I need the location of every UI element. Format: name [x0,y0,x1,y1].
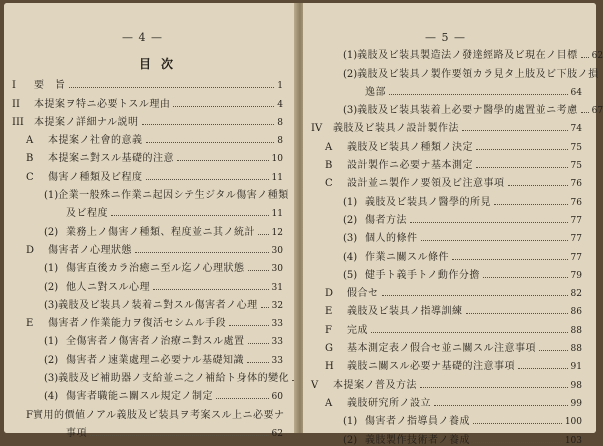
toc-entry-title: 義肢及ビ装具ノ設計製作法 [333,123,459,135]
leader-dots [410,222,568,223]
toc-entry [303,372,596,390]
leader-dots [539,350,568,351]
page-number-left: — 4 — [122,31,163,44]
leader-dots [135,252,269,253]
toc-entry-page: 33 [271,337,283,348]
toc-entry-number: (2) [44,354,59,366]
leader-dots [90,435,269,436]
leader-dots [473,423,562,424]
toc-entry [4,146,297,164]
leader-dots [146,179,269,180]
toc-entry [4,384,297,402]
toc-entry [303,98,603,117]
leader-dots [177,160,269,161]
toc-entry-number: (3) [343,233,358,245]
toc-entry-page: 76 [570,179,582,190]
toc-entry-page: 98 [570,380,582,391]
toc-entry-number: B [325,160,333,172]
toc-entry [303,153,596,171]
toc-entry [4,329,297,347]
toc-entry [4,73,297,91]
toc-entry [303,116,596,134]
toc-entry [4,110,297,128]
toc-entry-title: 義肢研究所ノ設立 [347,397,431,409]
toc-entry-number: F [26,409,33,421]
book-spread [4,3,603,446]
toc-entry [4,128,297,146]
toc-entry-page: 103 [564,435,582,446]
leader-dots [248,270,269,271]
toc-entry-page: 62 [271,428,283,439]
toc-entry-number: (3) [343,105,358,117]
toc-entry-page: 64 [570,87,582,98]
toc-entry-title: 個人的條件 [365,233,418,245]
leader-dots [473,442,562,443]
toc-entry-page: 4 [277,99,283,110]
toc-entry-title: 設計並ニ製作ノ要領及ビ注意事項 [347,178,505,190]
toc-entry-title: 業務上ノ傷害ノ種類、程度並ニ其ノ統計 [66,226,255,238]
toc-entry-number: (1) [44,336,59,348]
toc-entry-page: 67 [591,106,603,117]
leader-dots [518,368,568,369]
toc-entry-title: 傷害者ノ速業處理ニ必要ナル基礎知識 [66,354,244,366]
leader-dots [247,362,269,363]
toc-entry-page: 12 [271,227,283,238]
leader-dots [153,289,269,290]
toc-entry-title: 本提案ニ對スル基礎的注意 [48,153,174,165]
toc-entry-number: (1) [343,50,358,62]
leader-dots [434,405,568,406]
toc-entry [303,299,596,317]
leader-dots [258,234,269,235]
toc-entry [303,427,596,445]
leader-dots [216,398,269,399]
toc-entry-page: 8 [277,136,283,147]
toc-entry-title: 完成 [347,324,368,336]
toc-entry-number: (5) [343,269,358,281]
toc-entry-page: 88 [570,344,582,355]
toc-entry [303,409,596,427]
leader-dots [261,307,269,308]
toc-entry [4,274,297,292]
toc-entry-page: 10 [271,154,283,165]
toc-entry-number: A [26,135,34,147]
toc-entry-number: (2) [343,214,358,226]
toc-entry-title: 假合セ [347,288,379,300]
toc-entry-number: (3) [44,373,59,385]
leader-dots [111,215,269,216]
toc-entry [4,164,297,182]
right-page [303,3,603,446]
toc-entry-number: E [325,306,333,318]
toc-entry-page: 75 [570,142,582,153]
leader-dots [581,112,589,113]
toc-entry-number: (4) [343,251,358,263]
toc-entry-title: 他人ニ對スル心理 [66,281,150,293]
toc-entry-title: 設計製作ニ必要ナ基本測定 [347,160,473,172]
leader-dots [173,106,274,107]
toc-entry [303,354,596,372]
toc-entry-page: 99 [570,398,582,409]
leader-dots [581,57,589,58]
toc-entry [303,226,596,244]
toc-entry [303,317,596,335]
toc-entry-title: 本提案ノ普及方法 [333,379,417,391]
toc-entry-title: 義肢製作技術者ノ養成 [365,434,470,446]
toc-entry [303,391,596,409]
toc-entry [4,256,297,274]
leader-dots [146,142,275,143]
toc-entry-number: (1) [44,190,59,202]
toc-entry-number: (1) [343,416,358,428]
toc-entry-number: C [325,178,333,190]
toc-entry-number: IV [311,123,323,135]
toc-entry-title: 義肢ニ關スル必要ナ基礎的注意事項 [347,361,515,373]
toc-entry-title: 傷害者ノ作業能力ヲ復活セシムル手段 [48,318,227,330]
toc-entry-page: 31 [271,282,283,293]
toc-entry [4,183,297,201]
toc-entry-number: V [311,379,319,391]
toc-list-right [303,43,603,446]
toc-entry [4,366,297,384]
toc-entry-page: 77 [570,234,582,245]
leader-dots [452,259,568,260]
toc-entry-page: 82 [570,289,582,300]
toc-heading: 目次 [139,57,184,71]
toc-entry-page: 76 [570,197,582,208]
toc-entry-page: 100 [564,417,582,428]
toc-entry [303,61,599,80]
toc-entry-page: 33 [271,355,283,366]
toc-entry-page: 60 [271,392,283,403]
toc-entry-number: H [325,361,334,373]
leader-dots [420,387,568,388]
toc-entry-title: 本提案ノ詳細ナル説明 [34,116,139,128]
toc-entry-title: 傷害者ノ指導員ノ養成 [365,416,470,428]
leader-dots [248,343,269,344]
toc-entry-title: 傷害者ノ心理狀態 [48,244,132,256]
toc-entry-title: 義肢及ビ装具ノ種類ノ決定 [347,141,473,153]
leader-dots [142,124,275,125]
toc-entry-title: 及ビ程度 [66,208,108,220]
toc-entry-page: 86 [570,307,582,318]
toc-entry-page: 88 [570,325,582,336]
toc-entry-page: 30 [271,245,283,256]
toc-entry-page: 33 [271,319,283,330]
toc-entry-title: 本提案ヲ特ニ必要トスル理由 [34,98,171,110]
toc-entry-title: 義肢及ビ補助器ノ支給並ニ之ノ補給ト身体的變化 [58,373,290,385]
toc-entry [303,134,596,152]
toc-entry-page: 8 [277,117,283,128]
toc-entry-title: 事項 [66,427,87,439]
leader-dots [476,149,568,150]
toc-entry [303,171,596,189]
toc-entry [303,336,596,354]
leader-dots [389,94,568,95]
leader-dots [69,87,275,88]
toc-entry-title: 實用的價値ノアル義肢及ビ装具ヲ考案スル上ニ必要ナ [32,409,285,421]
toc-entry-title: 作業ニ關スル條件 [365,251,449,263]
toc-entry-page: 75 [570,161,582,172]
toc-entry-title: 逸部 [365,86,386,98]
toc-entry [303,244,596,262]
toc-entry-page: 77 [570,215,582,226]
toc-entry-title: 義肢及ビ装具装着上必要ナ醫學的處置並ニ考慮 [357,105,578,117]
toc-entry-number: G [325,343,333,355]
toc-entry [4,347,297,365]
leader-dots [508,185,568,186]
leader-dots [466,313,568,314]
leader-dots [382,295,568,296]
toc-entry-number: A [325,397,333,409]
toc-entry-title: 健手ト義手トノ動作分擔 [365,269,480,281]
toc-entry-number: B [26,153,34,165]
toc-entry-number: D [325,288,334,300]
toc-entry-page: 91 [570,362,582,373]
toc-entry-number: F [325,324,332,336]
toc-entry [4,201,297,219]
toc-entry-page: 74 [570,124,582,135]
toc-entry-title: 傷害直後カラ治癒ニ至ル迄ノ心理狀態 [66,263,245,275]
toc-entry-title: 要 旨 [34,80,66,92]
toc-entry-number: (1) [44,263,59,275]
toc-entry-title: 本提案ノ社會的意義 [48,135,143,147]
toc-entry-page: 30 [271,264,283,275]
toc-entry [4,238,297,256]
toc-list-left [4,73,297,439]
toc-entry-title: 傷害者職能ニ關スル規定ノ制定 [66,391,213,403]
leader-dots [494,204,568,205]
leader-dots [421,240,568,241]
leader-dots [229,325,268,326]
toc-entry [303,189,596,207]
toc-entry-number: C [26,171,34,183]
toc-entry-page: 32 [271,300,284,311]
toc-entry-page: 62 [591,51,603,62]
toc-entry-number: (2) [343,434,358,446]
toc-entry [4,311,297,329]
leader-dots [462,130,568,131]
toc-entry [4,402,297,420]
toc-entry-number: A [325,141,333,153]
toc-entry [303,208,596,226]
toc-entry-number: II [12,98,20,110]
toc-entry-number: D [26,244,35,256]
toc-entry [303,281,596,299]
toc-entry-page: 77 [570,252,582,263]
page-number-right: — 5 — [425,31,466,44]
toc-entry-number: (3) [44,299,59,311]
toc-entry-title: 傷者方法 [365,214,407,226]
toc-entry-number: (4) [44,391,59,403]
toc-entry-number: III [12,116,24,128]
toc-entry [303,43,603,62]
toc-entry-title: 全傷害者ノ傷害者ノ治療ニ對スル處置 [66,336,245,348]
toc-entry-number: E [26,318,34,330]
toc-entry-page: 79 [570,270,582,281]
toc-entry [303,263,596,281]
toc-entry-number: (2) [44,226,59,238]
toc-entry [4,293,297,311]
toc-entry-title: 義肢及ビ装具製造法ノ發達經路及ビ現在ノ目標 [357,50,578,62]
toc-entry-title: 企業一般殊ニ作業ニ起因シテ生ジタル傷害ノ種類 [58,190,289,202]
toc-entry-title: 基本測定表ノ假合セ並ニ關スル注意事項 [347,343,536,355]
toc-entry [4,421,297,439]
toc-entry-title: 傷害ノ種類及ビ程度 [48,171,143,183]
toc-entry-page: 11 [271,209,283,220]
toc-entry-number: I [12,80,16,92]
toc-entry-title: 義肢及ビ装具ノ指導訓練 [347,306,463,318]
leader-dots [371,332,568,333]
toc-entry [4,219,297,237]
left-page [4,3,297,439]
toc-entry-title: 義肢及ビ装具ノ醫學的所見 [365,196,491,208]
leader-dots [476,167,568,168]
toc-entry-page: 11 [271,172,283,183]
toc-entry [4,91,297,109]
toc-entry-number: (2) [44,281,59,293]
toc-entry-page: 1 [277,81,283,92]
toc-entry-title: 義肢及ビ装具ノ製作要領カラ見タ上肢及ビ下肢ノ損 [357,68,599,80]
leader-dots [483,277,568,278]
toc-entry-number: (2) [343,68,358,80]
toc-entry-number: (1) [343,196,358,208]
toc-entry-title: 義肢及ビ装具ノ装着ニ對スル傷害者ノ心理 [58,299,258,311]
toc-entry [303,80,596,98]
